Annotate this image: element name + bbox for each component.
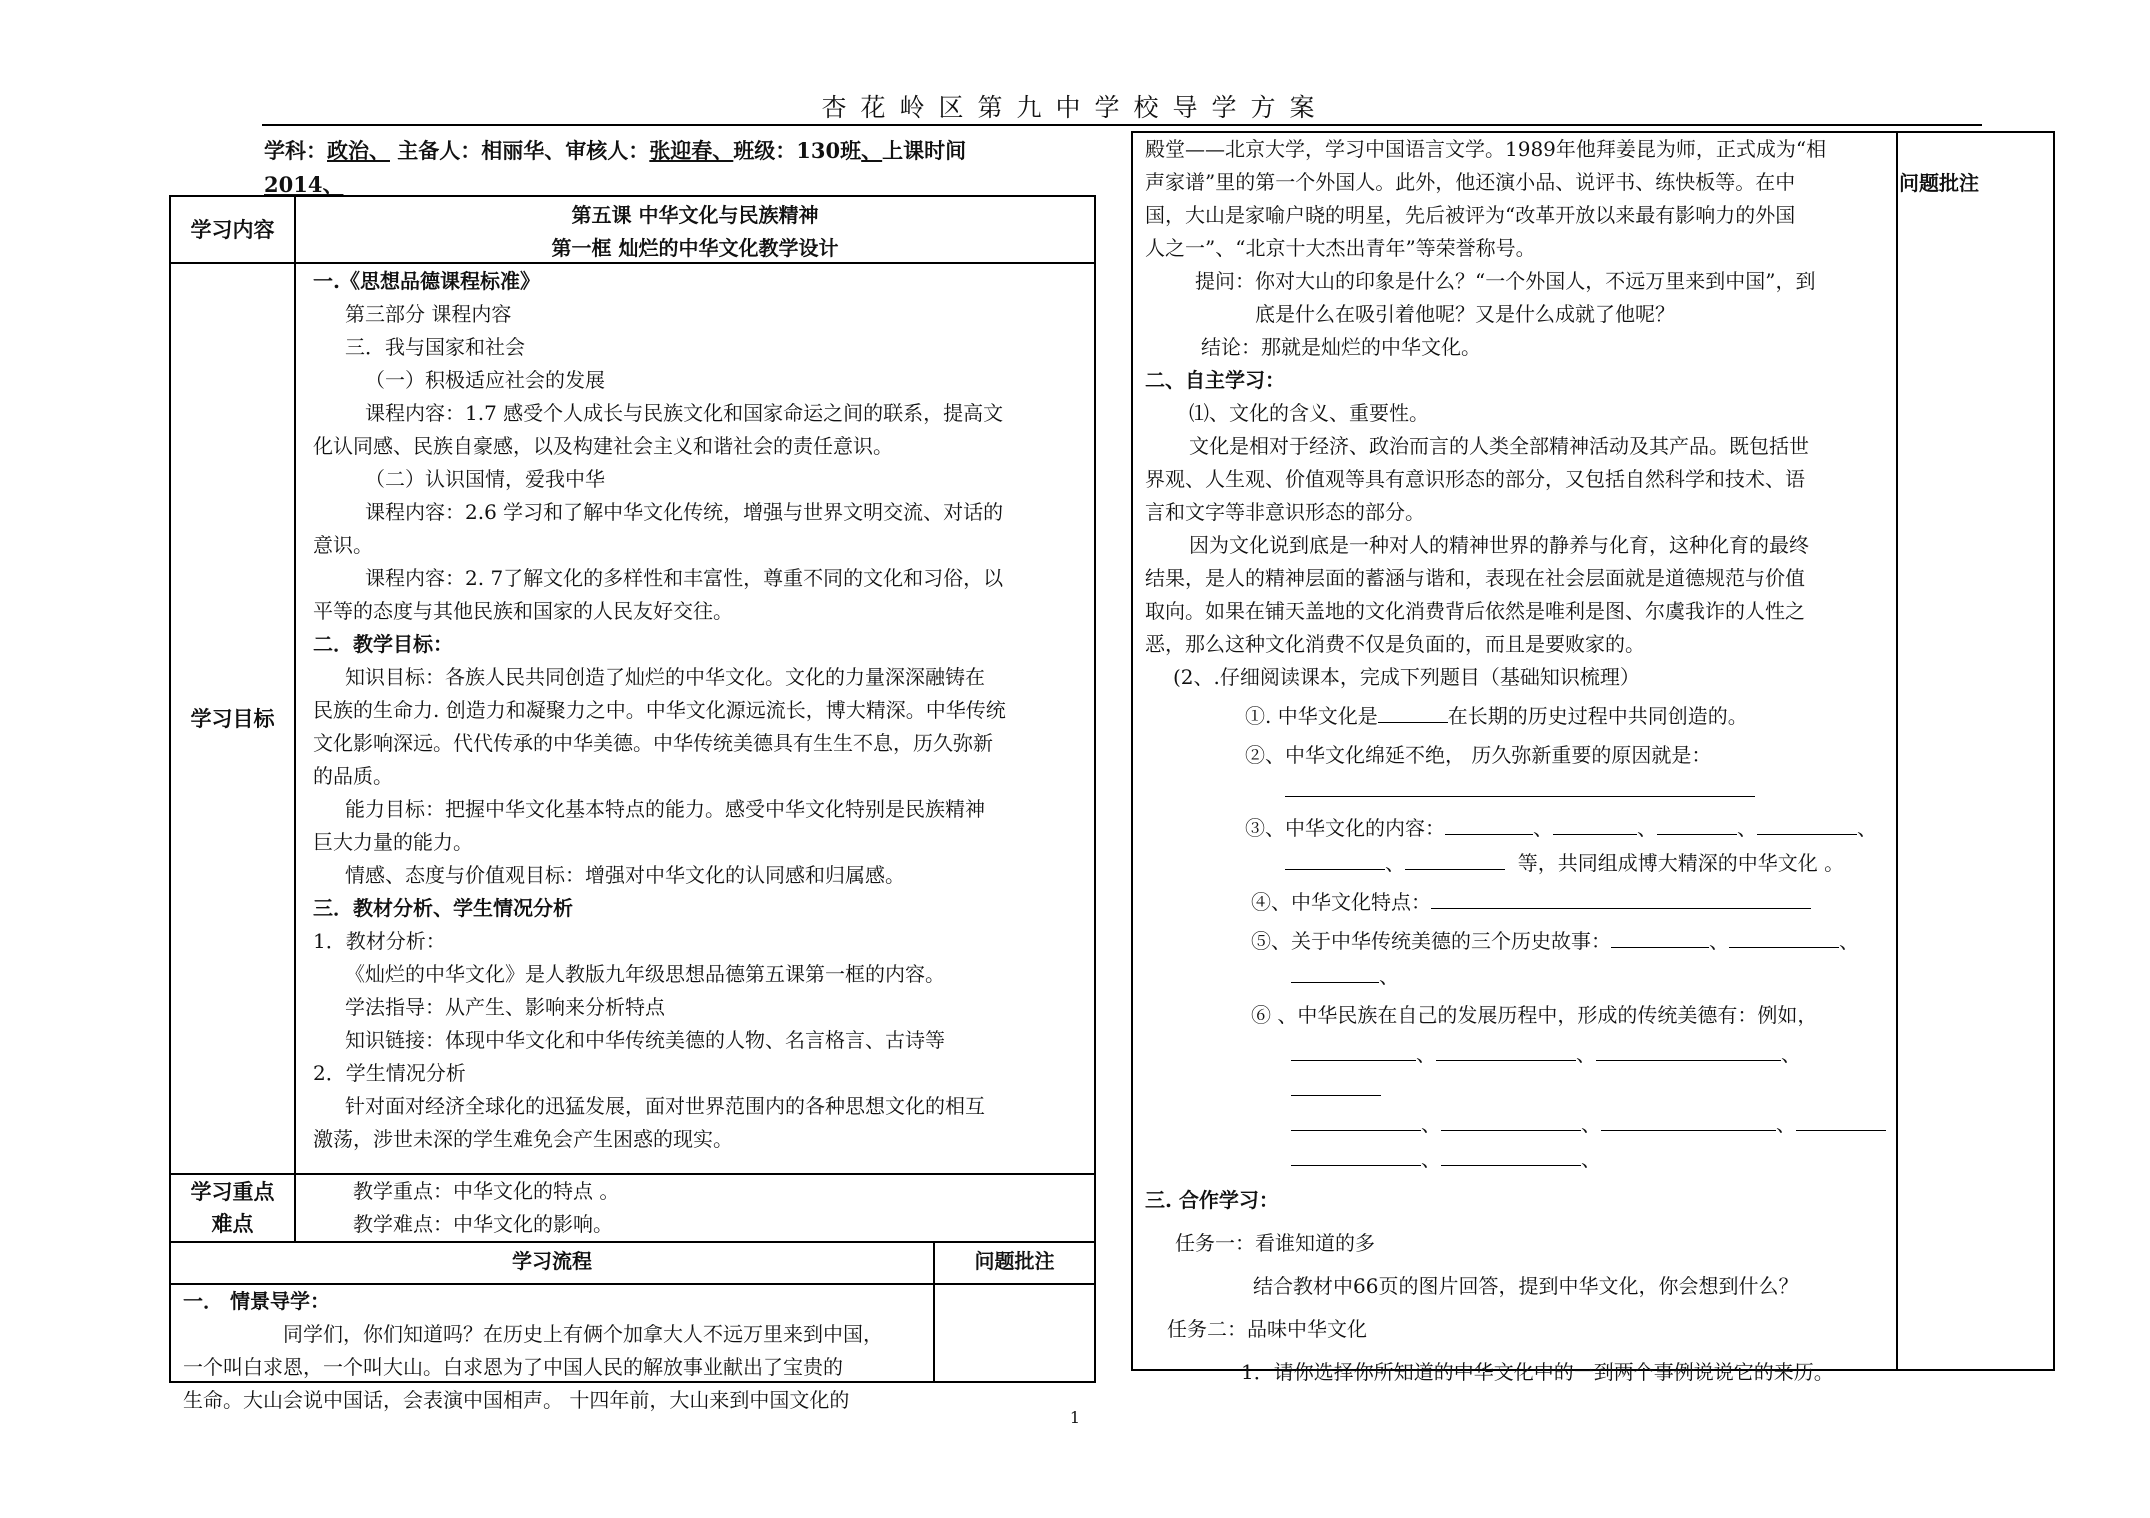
q5-text: ⑤、关于中华传统美德的三个历史故事： (1251, 929, 1611, 953)
q1-text-end: 在长期的历史过程中共同创造的。 (1447, 704, 1748, 728)
conclusion: 结论：那就是灿烂的中华文化。 (1201, 335, 1481, 359)
sep: 、 (1737, 816, 1757, 840)
question-4 (1145, 884, 1890, 919)
story-line: 殿堂——北京大学，学习中国语言文学。1989年他拜姜昆为师，正式成为“相 (1145, 137, 1827, 161)
label-study-content: 学习内容 (171, 197, 296, 262)
goals-line: 一.《思想品德课程标准》 (313, 269, 540, 293)
sep: 、 (1581, 1112, 1601, 1136)
question-5-cont (1145, 958, 1890, 993)
story-line: 声家谱”里的第一个外国人。此外，他还演小品、说评书、练快板等。在中 (1145, 170, 1796, 194)
question-5 (1145, 923, 1890, 958)
q1-text: ①. 中华文化是 (1245, 704, 1378, 728)
q6-blank[interactable] (1796, 1106, 1886, 1131)
sep: 、 (1857, 816, 1877, 840)
sep: 、 (1781, 1042, 1801, 1066)
sep: 、 (1581, 1147, 1601, 1171)
goals-line: 学法指导：从产生、影响来分析特点 (345, 995, 665, 1019)
goals-line: 课程内容：2.6 学习和了解中华文化传统，增强与世界文明交流、对话的 (365, 500, 1004, 524)
right-lesson-table (1131, 131, 2055, 1384)
q3-blank[interactable] (1757, 810, 1857, 835)
question-6-row (1145, 1106, 1890, 1141)
culture-line: 言和文字等非意识形态的部分。 (1145, 500, 1425, 524)
q3-blank[interactable] (1405, 845, 1505, 870)
goals-line: 二．教学目标： (313, 632, 453, 656)
goals-line: 《灿烂的中华文化》是人教版九年级思想品德第五课第一框的内容。 (345, 962, 945, 986)
q2-blank[interactable] (1285, 772, 1755, 797)
q1-blank[interactable] (1378, 698, 1448, 723)
goals-line: 知识目标：各族人民共同创造了灿烂的中华文化。文化的力量深深融铸在 (345, 665, 985, 689)
story-line: 国，大山是家喻户晓的明星，先后被评为“改革开放以来最有影响力的外国 (1145, 203, 1796, 227)
intro-line: 一个叫白求恩，一个叫大山。白求恩为了中国人民的解放事业献出了宝贵的 (183, 1355, 843, 1379)
task1-question: 结合教材中66页的图片回答，提到中华文化，你会想到什么？ (1253, 1274, 1799, 1298)
q5-blank[interactable] (1611, 923, 1709, 948)
goals-line: 针对面对经济全球化的迅猛发展，面对世界范围内的各种思想文化的相互 (345, 1094, 985, 1118)
q3-blank[interactable] (1657, 810, 1737, 835)
question-line: 底是什么在吸引着他呢？又是什么成就了他呢？ (1255, 302, 1675, 326)
question-6-row (1145, 1141, 1890, 1176)
task1: 任务一：看谁知道的多 (1175, 1231, 1375, 1255)
goals-text (313, 265, 1078, 1156)
header-rule (262, 124, 1982, 126)
question-line: 提问：你对大山的印象是什么？“一个外国人，不远万里来到中国”，到 (1195, 269, 1816, 293)
sep: 、 (1839, 929, 1859, 953)
intro-line: 生命。大山会说中国话，会表演中国相声。 十四年前，大山来到中国文化的 (183, 1388, 850, 1412)
label-key-points: 学习重点难点 (171, 1175, 296, 1241)
goals-line: 课程内容：1.7 感受个人成长与民族文化和国家命运之间的联系，提高文 (365, 401, 1004, 425)
goals-line: 激荡，涉世未深的学生难免会产生困惑的现实。 (313, 1127, 733, 1151)
q6-blank[interactable] (1441, 1141, 1581, 1166)
story-line: 人之一”、“北京十大杰出青年”等荣誉称号。 (1145, 236, 1536, 260)
goals-line: 意识。 (313, 533, 373, 557)
intro-heading: 一． 情景导学： (183, 1289, 330, 1313)
goals-line: 1．教材分析： (313, 929, 446, 953)
goals-line: （一）积极适应社会的发展 (365, 368, 605, 392)
culture-line: 结果，是人的精神层面的蓄涵与谐和，表现在社会层面就是道德规范与价值 (1145, 566, 1805, 590)
sep: 、 (1533, 816, 1553, 840)
goals-line: 2．学生情况分析 (313, 1061, 466, 1085)
page-number: 1 (1069, 1408, 1081, 1427)
goals-line: 巨大力量的能力。 (313, 830, 473, 854)
question-3-cont (1145, 845, 1890, 880)
question-1 (1145, 698, 1890, 733)
goals-line: 第三部分 课程内容 (345, 302, 512, 326)
question-3 (1145, 810, 1890, 845)
q6-blank[interactable] (1436, 1036, 1576, 1061)
meta-sep: 、 (861, 138, 883, 163)
self-study-sub2: (2、.仔细阅读课本，完成下列题目（基础知识梳理） (1173, 665, 1640, 689)
culture-line: 文化是相对于经济、政治而言的人类全部精神活动及其产品。既包括世 (1189, 434, 1809, 458)
q6-blank[interactable] (1291, 1071, 1381, 1096)
meta-subject-label: 学科： (264, 138, 327, 163)
key-point: 教学重点：中华文化的特点 。 (353, 1179, 620, 1203)
sep: 、 (1421, 1112, 1441, 1136)
goals-line: 的品质。 (313, 764, 393, 788)
self-study-heading: 二、自主学习： (1145, 368, 1285, 392)
notes-header: 问题批注 (974, 1249, 1055, 1273)
q4-text: ④、中华文化特点： (1251, 890, 1431, 914)
question-2-answer (1145, 772, 1890, 806)
q6-blank[interactable] (1596, 1036, 1781, 1061)
meta-preparer: 主备人：相丽华、审核人： (390, 138, 650, 163)
meta-subject: 政治、 (327, 138, 390, 163)
school-title: 杏花岭区第九中学校导学方案 (821, 93, 1329, 122)
q3-text-end: 等，共同组成博大精深的中华文化 。 (1517, 851, 1845, 875)
key-points-text (353, 1175, 619, 1241)
sep: 、 (1379, 964, 1399, 988)
q6-blank[interactable] (1291, 1106, 1421, 1131)
difficult-point: 教学难点：中华文化的影响。 (353, 1212, 613, 1236)
goals-line: 文化影响深远。代代传承的中华美德。中华传统美德具有生生不息，历久弥新 (313, 731, 993, 755)
goals-line: 情感、态度与价值观目标：增强对中华文化的认同感和归属感。 (345, 863, 905, 887)
intro-line: 同学们，你们知道吗？在历史上有俩个加拿大人不远万里来到中国， (283, 1322, 883, 1346)
lesson-title-line2: 第一框 灿烂的中华文化教学设计 (551, 236, 839, 260)
q3-blank[interactable] (1553, 810, 1637, 835)
lesson-title (296, 199, 1094, 265)
sep: 、 (1416, 1042, 1436, 1066)
task2: 任务二：品味中华文化 (1167, 1317, 1367, 1341)
sep: 、 (1637, 816, 1657, 840)
q6-blank[interactable] (1601, 1106, 1776, 1131)
goals-line: 化认同感、民族自豪感，以及构建社会主义和谐社会的责任意识。 (313, 434, 893, 458)
label-study-goals: 学习目标 (171, 264, 296, 1173)
q5-blank[interactable] (1729, 923, 1839, 948)
intro-section (183, 1285, 928, 1417)
q3-blank[interactable] (1445, 810, 1533, 835)
meta-reviewer: 张迎春、 (649, 138, 734, 163)
goals-line: 课程内容：2. 7了解文化的多样性和丰富性，尊重不同的文化和习俗，以 (365, 566, 1004, 590)
task2-question: 1．请你选择你所知道的中华文化中的一到两个事例说说它的来历。 (1241, 1360, 1834, 1384)
culture-line: 取向。如果在铺天盖地的文化消费背后依然是唯利是图、尔虞我诈的人性之 (1145, 599, 1805, 623)
q6-blank[interactable] (1441, 1106, 1581, 1131)
notes-label: 问题批注 (1899, 171, 1979, 195)
goals-line: 民族的生命力. 创造力和凝聚力之中。中华文化源远流长，博大精深。中华传统 (313, 698, 1006, 722)
culture-line: 界观、人生观、价值观等具有意识形态的部分，又包括自然科学和技术、语 (1145, 467, 1805, 491)
goals-line: 知识链接：体现中华文化和中华传统美德的人物、名言格言、古诗等 (345, 1028, 945, 1052)
flow-header: 学习流程 (512, 1249, 592, 1273)
left-lesson-table (169, 195, 1096, 1412)
lesson-title-line1: 第五课 中华文化与民族精神 (571, 203, 819, 227)
meta-class: 班级：130班 (733, 138, 862, 163)
self-study-sub1: ⑴、文化的含义、重要性。 (1189, 401, 1429, 425)
q6-text: ⑥ 、中华民族在自己的发展历程中，形成的传统美德有：例如， (1251, 1003, 1818, 1027)
goals-line: 三．我与国家和社会 (345, 335, 525, 359)
meta-time-label: 上课时间 (882, 138, 967, 163)
lesson-meta (264, 134, 1094, 202)
goals-line: 能力目标：把握中华文化基本特点的能力。感受中华文化特别是民族精神 (345, 797, 985, 821)
sep: 、 (1421, 1147, 1441, 1171)
sep: 、 (1576, 1042, 1596, 1066)
q6-blank[interactable] (1291, 1141, 1421, 1166)
q6-blank[interactable] (1291, 1036, 1416, 1061)
goals-line: 平等的态度与其他民族和国家的人民友好交往。 (313, 599, 733, 623)
sep: 、 (1709, 929, 1729, 953)
sep: 、 (1385, 851, 1405, 875)
q4-blank[interactable] (1431, 884, 1811, 909)
coop-heading: 三. 合作学习： (1145, 1188, 1279, 1212)
sep: 、 (1776, 1112, 1796, 1136)
question-6-row (1145, 1036, 1890, 1106)
right-content (1145, 133, 1890, 1389)
q5-blank[interactable] (1291, 958, 1379, 983)
goals-line: （二）认识国情，爱我中华 (365, 467, 605, 491)
meta-year: 2014、 (264, 172, 344, 197)
culture-line: 恶，那么这种文化消费不仅是负面的，而且是要败家的。 (1145, 632, 1645, 656)
goals-line: 三．教材分析、学生情况分析 (313, 896, 573, 920)
culture-line: 因为文化说到底是一种对人的精神世界的静养与化育，这种化育的最终 (1189, 533, 1809, 557)
q3-text: ③、中华文化的内容： (1245, 816, 1445, 840)
q2-text: ②、中华文化绵延不绝， 历久弥新重要的原因就是： (1245, 743, 1712, 767)
q3-blank[interactable] (1285, 845, 1385, 870)
